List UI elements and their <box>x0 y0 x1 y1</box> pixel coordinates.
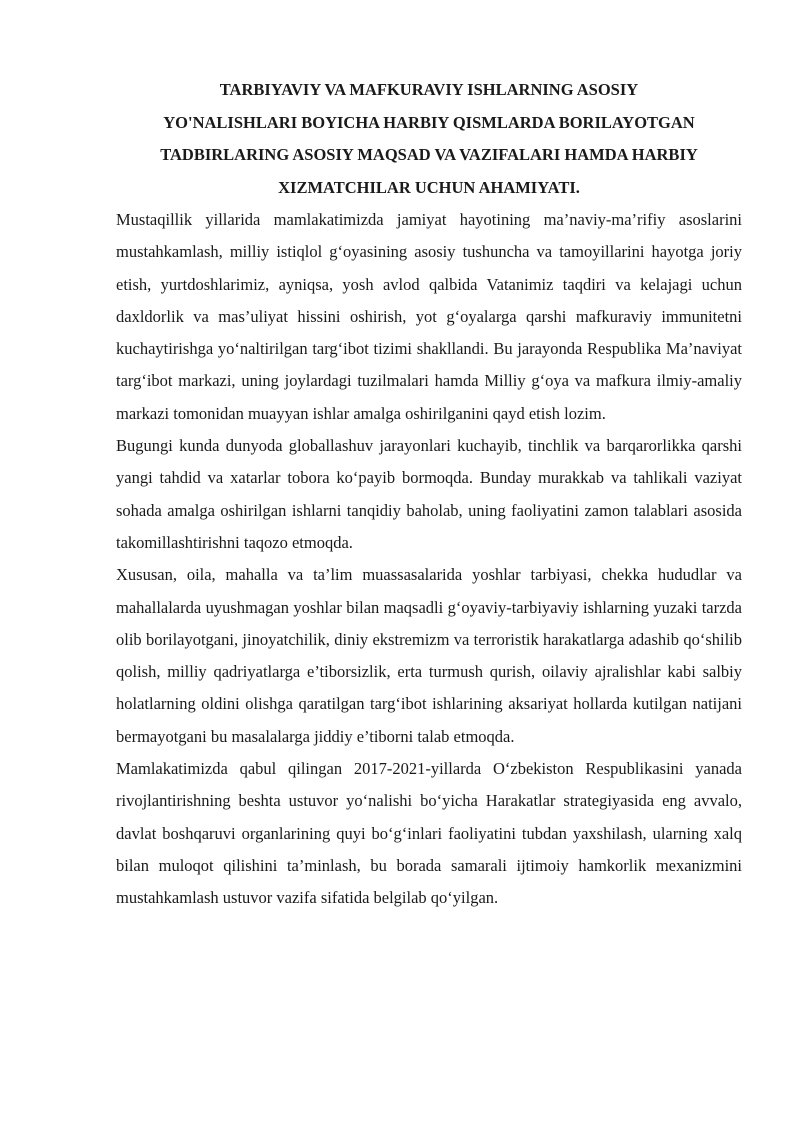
title-line: YO'NALISHLARI BOYICHA HARBIY QISMLARDA BORILAYOTGAN <box>163 112 695 132</box>
body-paragraph: Mustaqillik yillarida mamlakatimizda jamiyat hayotining ma’naviy-ma’rifiy asoslarini mustahkamlash, milliy istiqlol g‘oyasining asosiy tushuncha va tamoyillarini hayotga joriy etish, yurtdoshlarimiz, ayniqsa, yosh avlod qalbida Vatanimiz taqdiri va kelajagi uchun daxldorlik va mas’uliyat hissini oshirish, yot g‘oyalarga qarshi mafkuraviy immunitetni kuchaytirishga yo‘naltirilgan targ‘ibot tizimi shakllandi. Bu jarayonda Respublika Ma’naviyat targ‘ibot markazi, uning joylardagi tuzilmalari hamda Milliy g‘oya va mafkura ilmiy-amaliy markazi tomonidan muayyan ishlar amalga oshirilganini qayd etish lozim. <box>116 210 742 423</box>
title-line: TADBIRLARING ASOSIY MAQSAD VA VAZIFALARI HAMDA HARBIY <box>160 145 698 164</box>
body-paragraph: Bugungi kunda dunyoda globallashuv jarayonlari kuchayib, tinchlik va barqarorlikka qarshi yangi tahdid va xatarlar tobora ko‘payib bormoqda. Bunday murakkab va tahlikali vaziyat sohada amalga oshirilgan ishlarni tanqidiy baholab, uning faoliyatini zamon talablari asosida takomillashtirishni taqozo etmoqda. <box>116 436 742 552</box>
body-paragraph: Mamlakatimizda qabul qilingan 2017-2021-yillarda O‘zbekiston Respublikasini yanada rivojlantirishning beshta ustuvor yo‘nalishi bo‘yicha Harakatlar strategiyasida eng avvalo, davlat boshqaruvi organlarining quyi bo‘g‘inlari faoliyatini tubdan yaxshilash, ularning xalq bilan muloqot qilishini ta’minlash, bu borada samarali ijtimoiy hamkorlik mexanizmini mustahkamlash ustuvor vazifa sifatida belgilab qo‘yilgan. <box>116 759 742 908</box>
document-title <box>116 74 742 204</box>
title-line: XIZMATCHILAR UCHUN AHAMIYATI. <box>278 177 580 197</box>
body-paragraph: Xususan, oila, mahalla va ta’lim muassasalarida yoshlar tarbiyasi, chekka hududlar va mahallalarda uyushmagan yoshlar bilan maqsadli g‘oyaviy-tarbiyaviy ishlarning yuzaki tarzda olib borilayotgani, jinoyatchilik, diniy ekstremizm va terroristik harakatlarga adashib qo‘shilib qolish, milliy qadriyatlarga e’tiborsizlik, erta turmush qurish, oilaviy ajralishlar kabi salbiy holatlarning oldini olishga qaratilgan targ‘ibot ishlarining aksariyat hollarda kutilgan natijani bermayotgani bu masalalarga jiddiy e’tiborni talab etmoqda. <box>116 565 742 746</box>
document-page <box>116 74 742 915</box>
title-line: TARBIYAVIY VA MAFKURAVIY ISHLARNING ASOSIY <box>219 80 639 99</box>
